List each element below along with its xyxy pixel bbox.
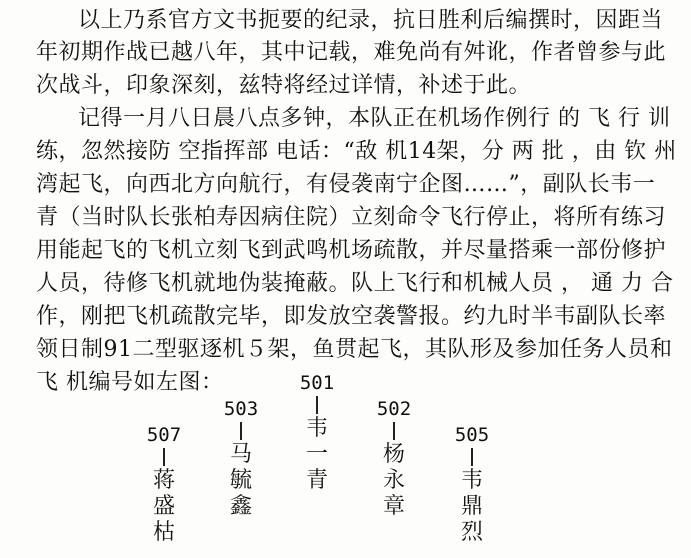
text-line: 人员，待修飞机就地伪装掩蔽。队上飞行和机械人员 ， 通 力 合 — [36, 271, 674, 296]
plane-501 — [297, 372, 337, 494]
text-line: 练，忽然接防 空指挥部 电话：“敌 机14架，分 两 批 ，由 钦 州 — [36, 139, 677, 164]
plane-number: 505 — [454, 424, 490, 446]
text-line: 记得一月八日晨八点多钟，本队正在机场作例行 的 飞 行 训 — [78, 106, 671, 131]
text-line: 飞 机编号如左图： — [36, 370, 224, 395]
connector-line — [240, 422, 242, 440]
text-line: 年初期作战已越八年，其中记载，难免尚有舛讹，作者曾参与此 — [36, 40, 667, 65]
text-line: 领日制91二型驱逐机５架，鱼贯起飞，其队形及参加任务人员和 — [36, 337, 673, 362]
connector-line — [471, 448, 473, 466]
plane-number: 507 — [146, 424, 182, 446]
plane-number: 503 — [223, 398, 259, 420]
connector-line — [393, 422, 395, 440]
text-line: 作，刚把飞机疏散完毕，即发放空袭警报。约九时半韦副队长率 — [36, 304, 667, 329]
text-line: 用能起飞的飞机立刻飞到武鸣机场疏散，并尽量搭乘一部份修护 — [36, 238, 667, 263]
plane-502 — [374, 398, 414, 520]
plane-number: 501 — [299, 372, 335, 394]
pilot-name: 蒋盛枯 — [152, 468, 175, 545]
connector-line — [316, 396, 318, 414]
plane-503 — [221, 398, 261, 520]
connector-line — [163, 448, 165, 466]
text-line: 次战斗，印象深刻，兹特将经过详情，补述于此。 — [36, 73, 532, 98]
pilot-name: 马毓鑫 — [229, 442, 252, 519]
text-line: 湾起飞，向西北方向航行，有侵袭南宁企图……”，副队长韦一 — [36, 172, 656, 197]
text-line: 青（当时队长张柏寿因病住院）立刻命令飞行停止，将所有练习 — [36, 205, 667, 230]
pilot-name: 韦一青 — [305, 416, 328, 493]
text-line: 以上乃系官方文书扼要的纪录，抗日胜利后编撰时，因距当 — [78, 8, 664, 33]
plane-507 — [144, 424, 184, 546]
plane-505 — [452, 424, 492, 546]
pilot-name: 杨永章 — [382, 442, 405, 519]
plane-number: 502 — [376, 398, 412, 420]
pilot-name: 韦鼎烈 — [460, 468, 483, 545]
